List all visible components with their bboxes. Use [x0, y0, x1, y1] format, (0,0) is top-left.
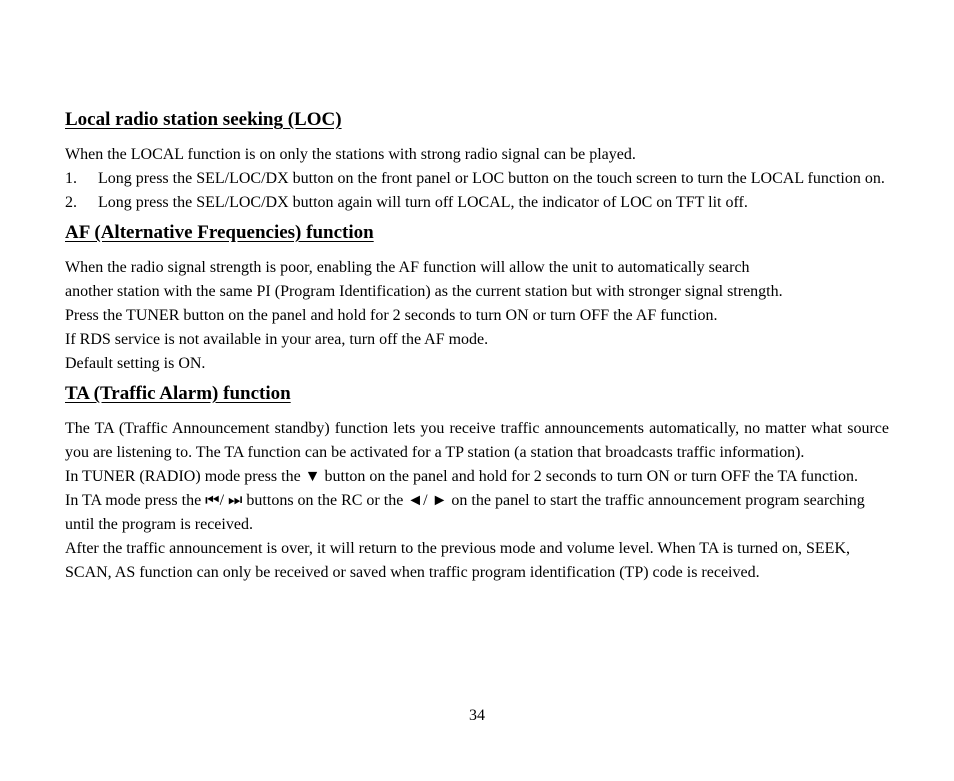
section-heading-af: AF (Alternative Frequencies) function: [65, 222, 374, 243]
list-item: [65, 167, 889, 191]
ta-paragraph: In TUNER (RADIO) mode press the ▼ button on the panel and hold for 2 seconds to turn ON or turn OFF the TA function.: [65, 468, 858, 485]
section-heading-ta: TA (Traffic Alarm) function: [65, 383, 291, 404]
loc-intro: When the LOCAL function is on only the stations with strong radio signal can be played.: [65, 146, 636, 163]
af-line: When the radio signal strength is poor, enabling the AF function will allow the unit to automatically search: [65, 259, 750, 276]
list-item-text: Long press the SEL/LOC/DX button again will turn off LOCAL, the indicator of LOC on TFT lit off.: [98, 194, 748, 211]
list-item-number: 1.: [65, 170, 77, 187]
af-line: another station with the same PI (Program Identification) as the current station but with stronger signal strength.: [65, 283, 783, 300]
page-number: 34: [469, 707, 485, 724]
af-line: Default setting is ON.: [65, 355, 206, 372]
list-item-text: Long press the SEL/LOC/DX button on the front panel or LOC button on the touch screen to turn the LOCAL function on.: [98, 170, 885, 187]
loc-steps-list: [65, 167, 889, 215]
af-line: Press the TUNER button on the panel and hold for 2 seconds to turn ON or turn OFF the AF function.: [65, 307, 718, 324]
list-item-number: 2.: [65, 194, 77, 211]
ta-paragraph: The TA (Traffic Announcement standby) function lets you receive traffic announcements automatically, no matter what source you are listening to. The TA function can be activated for a TP station (a station that broadcasts traffic information).: [65, 420, 889, 461]
ta-paragraph: After the traffic announcement is over, it will return to the previous mode and volume level. When TA is turned on, SEEK, SCAN, AS function can only be received or saved when traffic program identification (TP) code is received.: [65, 540, 850, 581]
section-heading-loc: Local radio station seeking (LOC): [65, 109, 342, 130]
ta-paragraph: In TA mode press the ⏮/ ⏭ buttons on the RC or the ◄/ ► on the panel to start the traffic announcement program searching until the program is received.: [65, 492, 865, 533]
list-item: [65, 191, 889, 215]
af-line: If RDS service is not available in your area, turn off the AF mode.: [65, 331, 489, 348]
document-page: [65, 108, 889, 585]
